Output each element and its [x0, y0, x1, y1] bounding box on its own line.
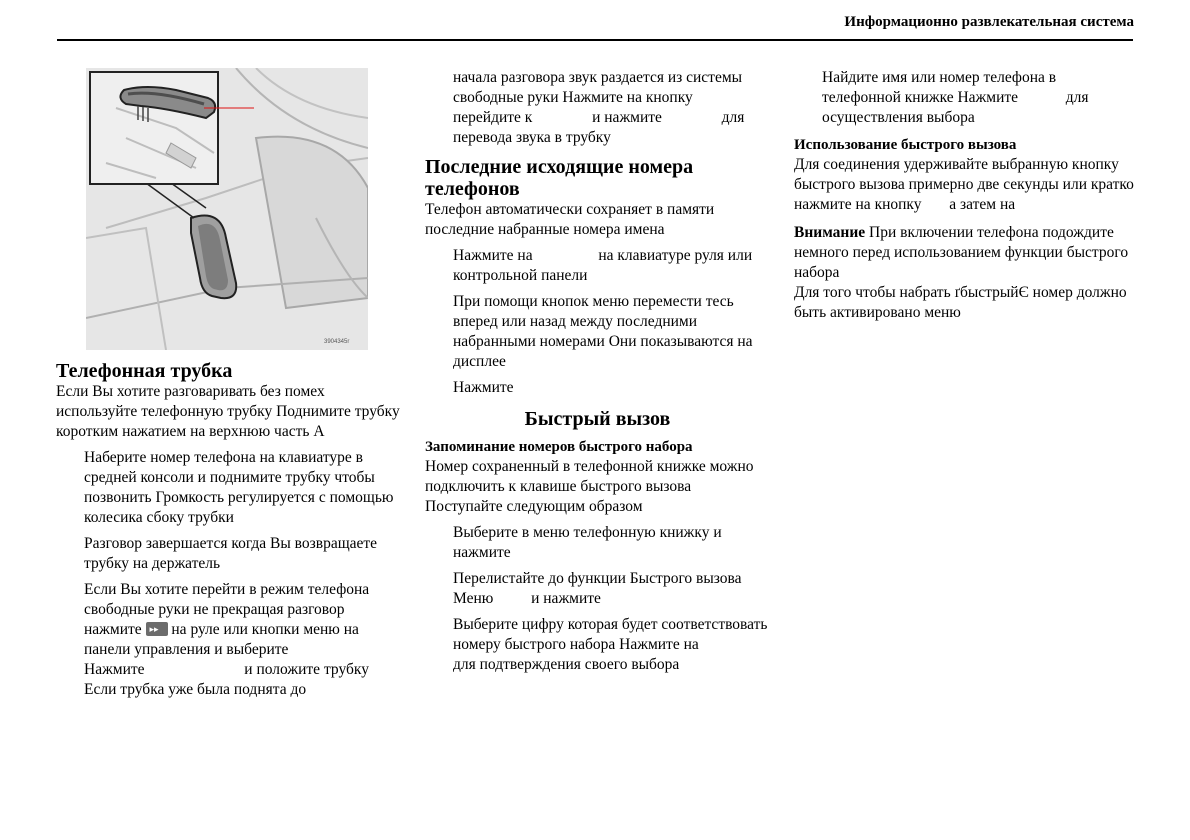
save-quick-dial-text-a: Номер сохраненный в телефонной книжке можно подключить к клавише быстрого вызова: [425, 458, 754, 495]
forward-button-icon: [146, 622, 168, 636]
last-numbers-step-2: При помощи кнопок меню перемести тесь вперед или назад между последними набранными номерами Они показываются на дисплее: [453, 293, 753, 370]
save-quick-dial-text: [425, 457, 770, 517]
handset-cont-1: начала разговора звук раздается из системы свободные руки Нажмите на кнопку: [453, 69, 743, 106]
last-numbers-step-1-b: на клавиатуре руля или контрольной панели: [453, 247, 753, 284]
save-step-4: [794, 68, 1134, 128]
save-step-3-b: для подтверждения своего выбора: [453, 656, 680, 673]
save-step-4-a: Найдите имя или номер телефона в телефонной книжке Нажмите: [822, 69, 1057, 106]
handset-step-3-text-b: на руле или кнопки меню на панели управления и выберите: [84, 621, 359, 658]
handset-step-3-rest: и положите трубку: [244, 661, 369, 678]
handset-step-3-tail: Если трубка уже была поднята до: [84, 681, 307, 698]
use-quick-dial-text: [794, 155, 1134, 215]
subheading-use-quick-dial: Использование быстрого вызова: [794, 137, 1017, 153]
last-numbers-step-1-a: Нажмите на: [453, 247, 533, 264]
save-step-2-a: Перелистайте до функции Быстрого вызова Меню: [453, 570, 742, 607]
column-1: [56, 360, 401, 700]
save-step-2-b: и нажмите: [531, 590, 601, 607]
save-quick-dial-text-b: Поступайте следующим образом: [425, 498, 643, 515]
handset-step-3-text-a: Если Вы хотите перейти в режим телефона свободные руки не прекращая разговор нажмите: [84, 581, 370, 638]
column-3: [794, 68, 1134, 323]
car-phone-handset-illustration-icon: [86, 68, 368, 350]
handset-illustration: [86, 68, 368, 350]
page-header-title: Информационно развлекательная система: [844, 14, 1134, 30]
handset-step-3-press: Нажмите: [84, 661, 145, 678]
save-step-3-a: Выберите цифру которая будет соответствовать номеру быстрого набора Нажмите на: [453, 616, 768, 653]
handset-cont-2: перейдите к: [453, 109, 533, 126]
handset-cont-4: нажмите: [604, 109, 662, 126]
section-heading-last-numbers: Последние исходящие номера телефонов: [425, 156, 694, 200]
use-quick-dial-text-b: а затем на: [949, 196, 1016, 213]
handset-step-3: [56, 580, 401, 700]
handset-intro: Если Вы хотите разговаривать без помех используйте телефонную трубку Поднимите трубку коротким нажатием на верхнюю часть А: [56, 383, 400, 440]
figure-code: 3904345r: [324, 339, 350, 345]
save-step-2: [425, 569, 770, 609]
use-quick-dial-text-a: Для соединения удерживайте выбранную кнопку быстрого вызова примерно две секунды или кратко нажмите на кнопку: [794, 156, 1134, 213]
handset-step-1: Наберите номер телефона на клавиатуре в средней консоли и поднимите трубку чтобы позвонить Громкость регулируется с помощью колесика сбоку трубки: [84, 449, 394, 526]
section-heading-quick-dial: Быстрый вызов: [524, 408, 671, 430]
header-rule: [57, 39, 1133, 41]
last-numbers-step-1: [425, 246, 770, 286]
handset-step-2: Разговор завершается когда Вы возвращаете трубку на держатель: [84, 535, 378, 572]
last-numbers-step-3: Нажмите: [453, 379, 514, 396]
handset-cont-5: для перевода звука в трубку: [453, 109, 745, 146]
save-step-4-b: для осуществления выбора: [822, 89, 1089, 126]
note-paragraph-2: Для того чтобы набрать ґбыстрыйЄ номер должно быть активировано меню: [794, 284, 1127, 321]
note-paragraph: [794, 223, 1134, 283]
handset-continued: [425, 68, 770, 148]
note-text: При включении телефона подождите немного перед использованием функции быстрого набора: [794, 224, 1129, 281]
column-2: [425, 68, 770, 675]
save-step-1: Выберите в меню телефонную книжку и нажмите: [453, 524, 722, 561]
handset-cont-3: и: [592, 109, 601, 126]
last-numbers-intro: Телефон автоматически сохраняет в памяти последние набранные номера имена: [425, 201, 715, 238]
subheading-save-quick-dial: Запоминание номеров быстрого набора: [425, 439, 693, 455]
note-label: Внимание: [794, 224, 866, 241]
section-heading-handset: Телефонная трубка: [56, 360, 233, 382]
save-step-3: [425, 615, 770, 675]
